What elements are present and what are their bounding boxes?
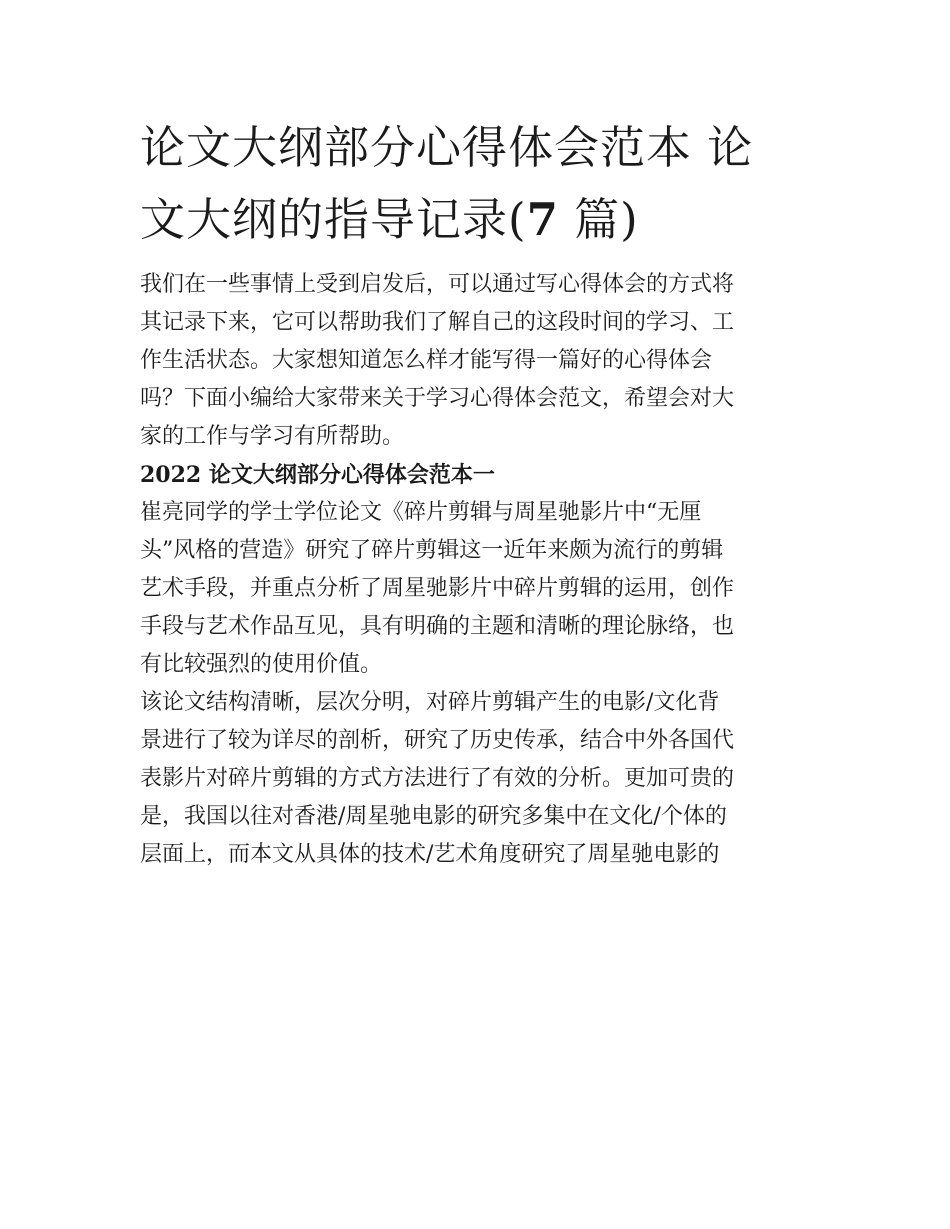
paragraph-line: 景进行了较为详尽的剖析，研究了历史传承，结合中外各国代: [140, 728, 735, 753]
intro-line: 吗？下面小编给大家带来关于学习心得体会范文，希望会对大: [140, 386, 735, 411]
intro-paragraph: [140, 266, 812, 456]
paragraph-line: 艺术手段，并重点分析了周星驰影片中碎片剪辑的运用，创作: [140, 576, 735, 601]
paragraph-line: 层面上，而本文从具体的技术/艺术角度研究了周星驰电影的: [140, 842, 720, 867]
title-article-count: 7: [526, 193, 559, 246]
title-line-2: [140, 184, 812, 256]
body-paragraph-1: [140, 494, 812, 684]
intro-line: 作生活状态。大家想知道怎么样才能写得一篇好的心得体会: [140, 348, 713, 373]
paragraph-line: 头”风格的营造》研究了碎片剪辑这一近年来颇为流行的剪辑: [140, 538, 724, 563]
body-paragraph-2: [140, 684, 812, 874]
paragraph-line: 该论文结构清晰，层次分明，对碎片剪辑产生的电影/文化背: [140, 690, 720, 715]
paragraph-line: 表影片对碎片剪辑的方式方法进行了有效的分析。更加可贵的: [140, 766, 735, 791]
document-page: [140, 112, 812, 874]
title-line-2-suffix: 篇): [558, 193, 639, 246]
intro-line: 其记录下来，它可以帮助我们了解自己的这段时间的学习、工: [140, 310, 735, 335]
title-line-1: 论文大纲部分心得体会范本 论: [140, 121, 754, 174]
paragraph-line: 有比较强烈的使用价值。: [140, 652, 383, 677]
paragraph-line: 是，我国以往对香港/周星驰电影的研究多集中在文化/个体的: [140, 804, 727, 829]
paragraph-line: 崔亮同学的学士学位论文《碎片剪辑与周星驰影片中“无厘: [140, 500, 702, 525]
intro-line: 我们在一些事情上受到启发后，可以通过写心得体会的方式将: [140, 272, 735, 297]
paragraph-line: 手段与艺术作品互见，具有明确的主题和清晰的理论脉络，也: [140, 614, 735, 639]
section-heading: 2022 论文大纲部分心得体会范本一: [140, 462, 495, 488]
title-line-2-prefix: 文大纲的指导记录(: [140, 193, 527, 246]
intro-line: 家的工作与学习有所帮助。: [140, 424, 405, 449]
document-title: [140, 112, 812, 256]
